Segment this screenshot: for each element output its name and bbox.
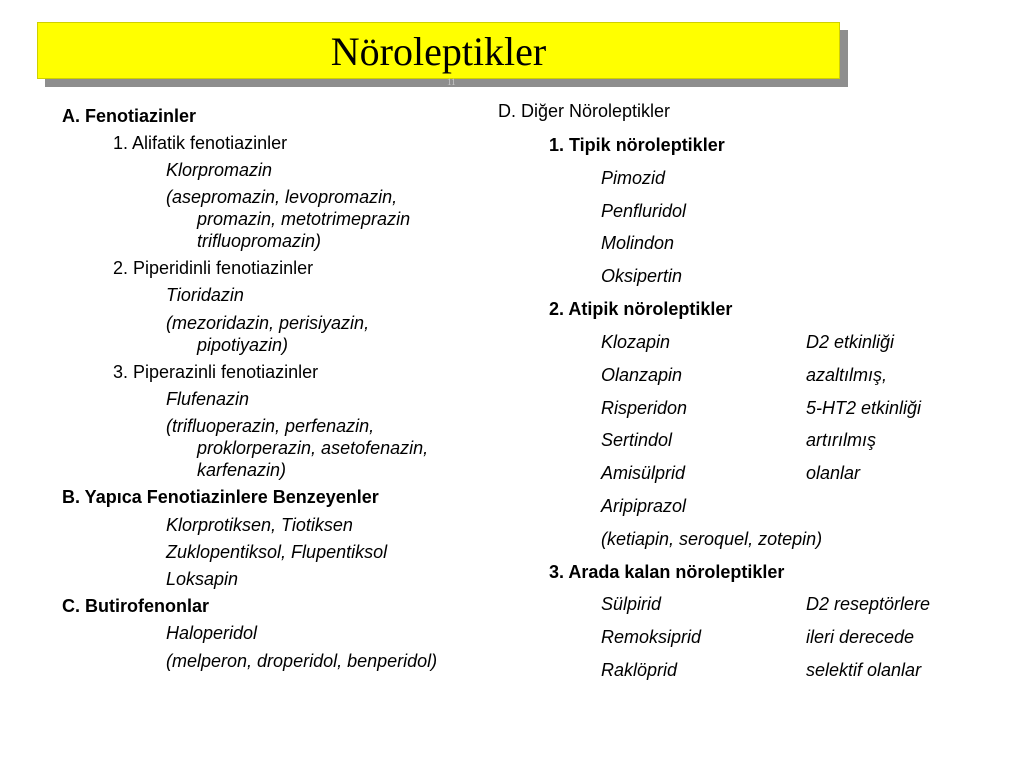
drug-list-line: (mezoridazin, perisiyazin, bbox=[166, 313, 370, 333]
drug-item: Risperidon bbox=[601, 398, 688, 418]
section-b-heading: B. Yapıca Fenotiazinlere Benzeyenler bbox=[62, 487, 379, 507]
drug-list-line: (melperon, droperidol, benperidol) bbox=[166, 651, 438, 671]
subsection-d2: 2. Atipik nöroleptikler bbox=[549, 299, 733, 319]
note-line: ileri derecede bbox=[806, 627, 915, 647]
drug-item: Oksipertin bbox=[601, 266, 683, 286]
drug-item: Remoksiprid bbox=[601, 627, 702, 647]
subsection-d3: 3. Arada kalan nöroleptikler bbox=[549, 562, 785, 582]
title-banner bbox=[37, 22, 840, 79]
drug-list-line: promazin, metotrimeprazin bbox=[197, 209, 411, 229]
drug-item: Olanzapin bbox=[601, 365, 683, 385]
section-a-heading: A. Fenotiazinler bbox=[62, 106, 197, 126]
drug-item: Penfluridol bbox=[601, 201, 687, 221]
drug-item: Tioridazin bbox=[166, 285, 244, 305]
note-line: azaltılmış, bbox=[806, 365, 888, 385]
drug-item: Sülpirid bbox=[601, 594, 662, 614]
note-line: 5-HT2 etkinliği bbox=[806, 398, 922, 418]
section-c-heading: C. Butirofenonlar bbox=[62, 596, 209, 616]
note-line: artırılmış bbox=[806, 430, 876, 450]
drug-list-line: proklorperazin, asetofenazin, bbox=[197, 438, 429, 458]
drug-item: Pimozid bbox=[601, 168, 666, 188]
drug-list-line: (ketiapin, seroquel, zotepin) bbox=[601, 529, 823, 549]
drug-item: Amisülprid bbox=[601, 463, 686, 483]
subsection-a3: 3. Piperazinli fenotiazinler bbox=[113, 362, 319, 382]
drug-item: Molindon bbox=[601, 233, 675, 253]
drug-item: Klorprotiksen, Tiotiksen bbox=[166, 515, 353, 535]
subsection-a2: 2. Piperidinli fenotiazinler bbox=[113, 258, 314, 278]
drug-item: Klozapin bbox=[601, 332, 671, 352]
drug-list-line: trifluopromazin) bbox=[197, 231, 322, 251]
drug-list-line: (asepromazin, levopromazin, bbox=[166, 187, 398, 207]
subsection-a1: 1. Alifatik fenotiazinler bbox=[113, 133, 288, 153]
section-d-heading: D. Diğer Nöroleptikler bbox=[498, 101, 671, 121]
note-line: olanlar bbox=[806, 463, 861, 483]
drug-list-line: pipotiyazin) bbox=[197, 335, 289, 355]
drug-list-line: karfenazin) bbox=[197, 460, 287, 480]
drug-item: Aripiprazol bbox=[601, 496, 687, 516]
note-line: D2 etkinliği bbox=[806, 332, 895, 352]
drug-item: Sertindol bbox=[601, 430, 673, 450]
drug-item: Flufenazin bbox=[166, 389, 250, 409]
subsection-d1: 1. Tipik nöroleptikler bbox=[549, 135, 725, 155]
note-line: selektif olanlar bbox=[806, 660, 922, 680]
note-line: D2 reseptörlere bbox=[806, 594, 931, 614]
drug-item: Loksapin bbox=[166, 569, 239, 589]
slide-number: 11 bbox=[447, 77, 456, 87]
drug-item: Zuklopentiksol, Flupentiksol bbox=[166, 542, 388, 562]
drug-item: Raklöprid bbox=[601, 660, 678, 680]
drug-item: Klorpromazin bbox=[166, 160, 273, 180]
drug-item: Haloperidol bbox=[166, 623, 258, 643]
drug-list-line: (trifluoperazin, perfenazin, bbox=[166, 416, 375, 436]
slide-title: Nöroleptikler bbox=[330, 28, 547, 74]
